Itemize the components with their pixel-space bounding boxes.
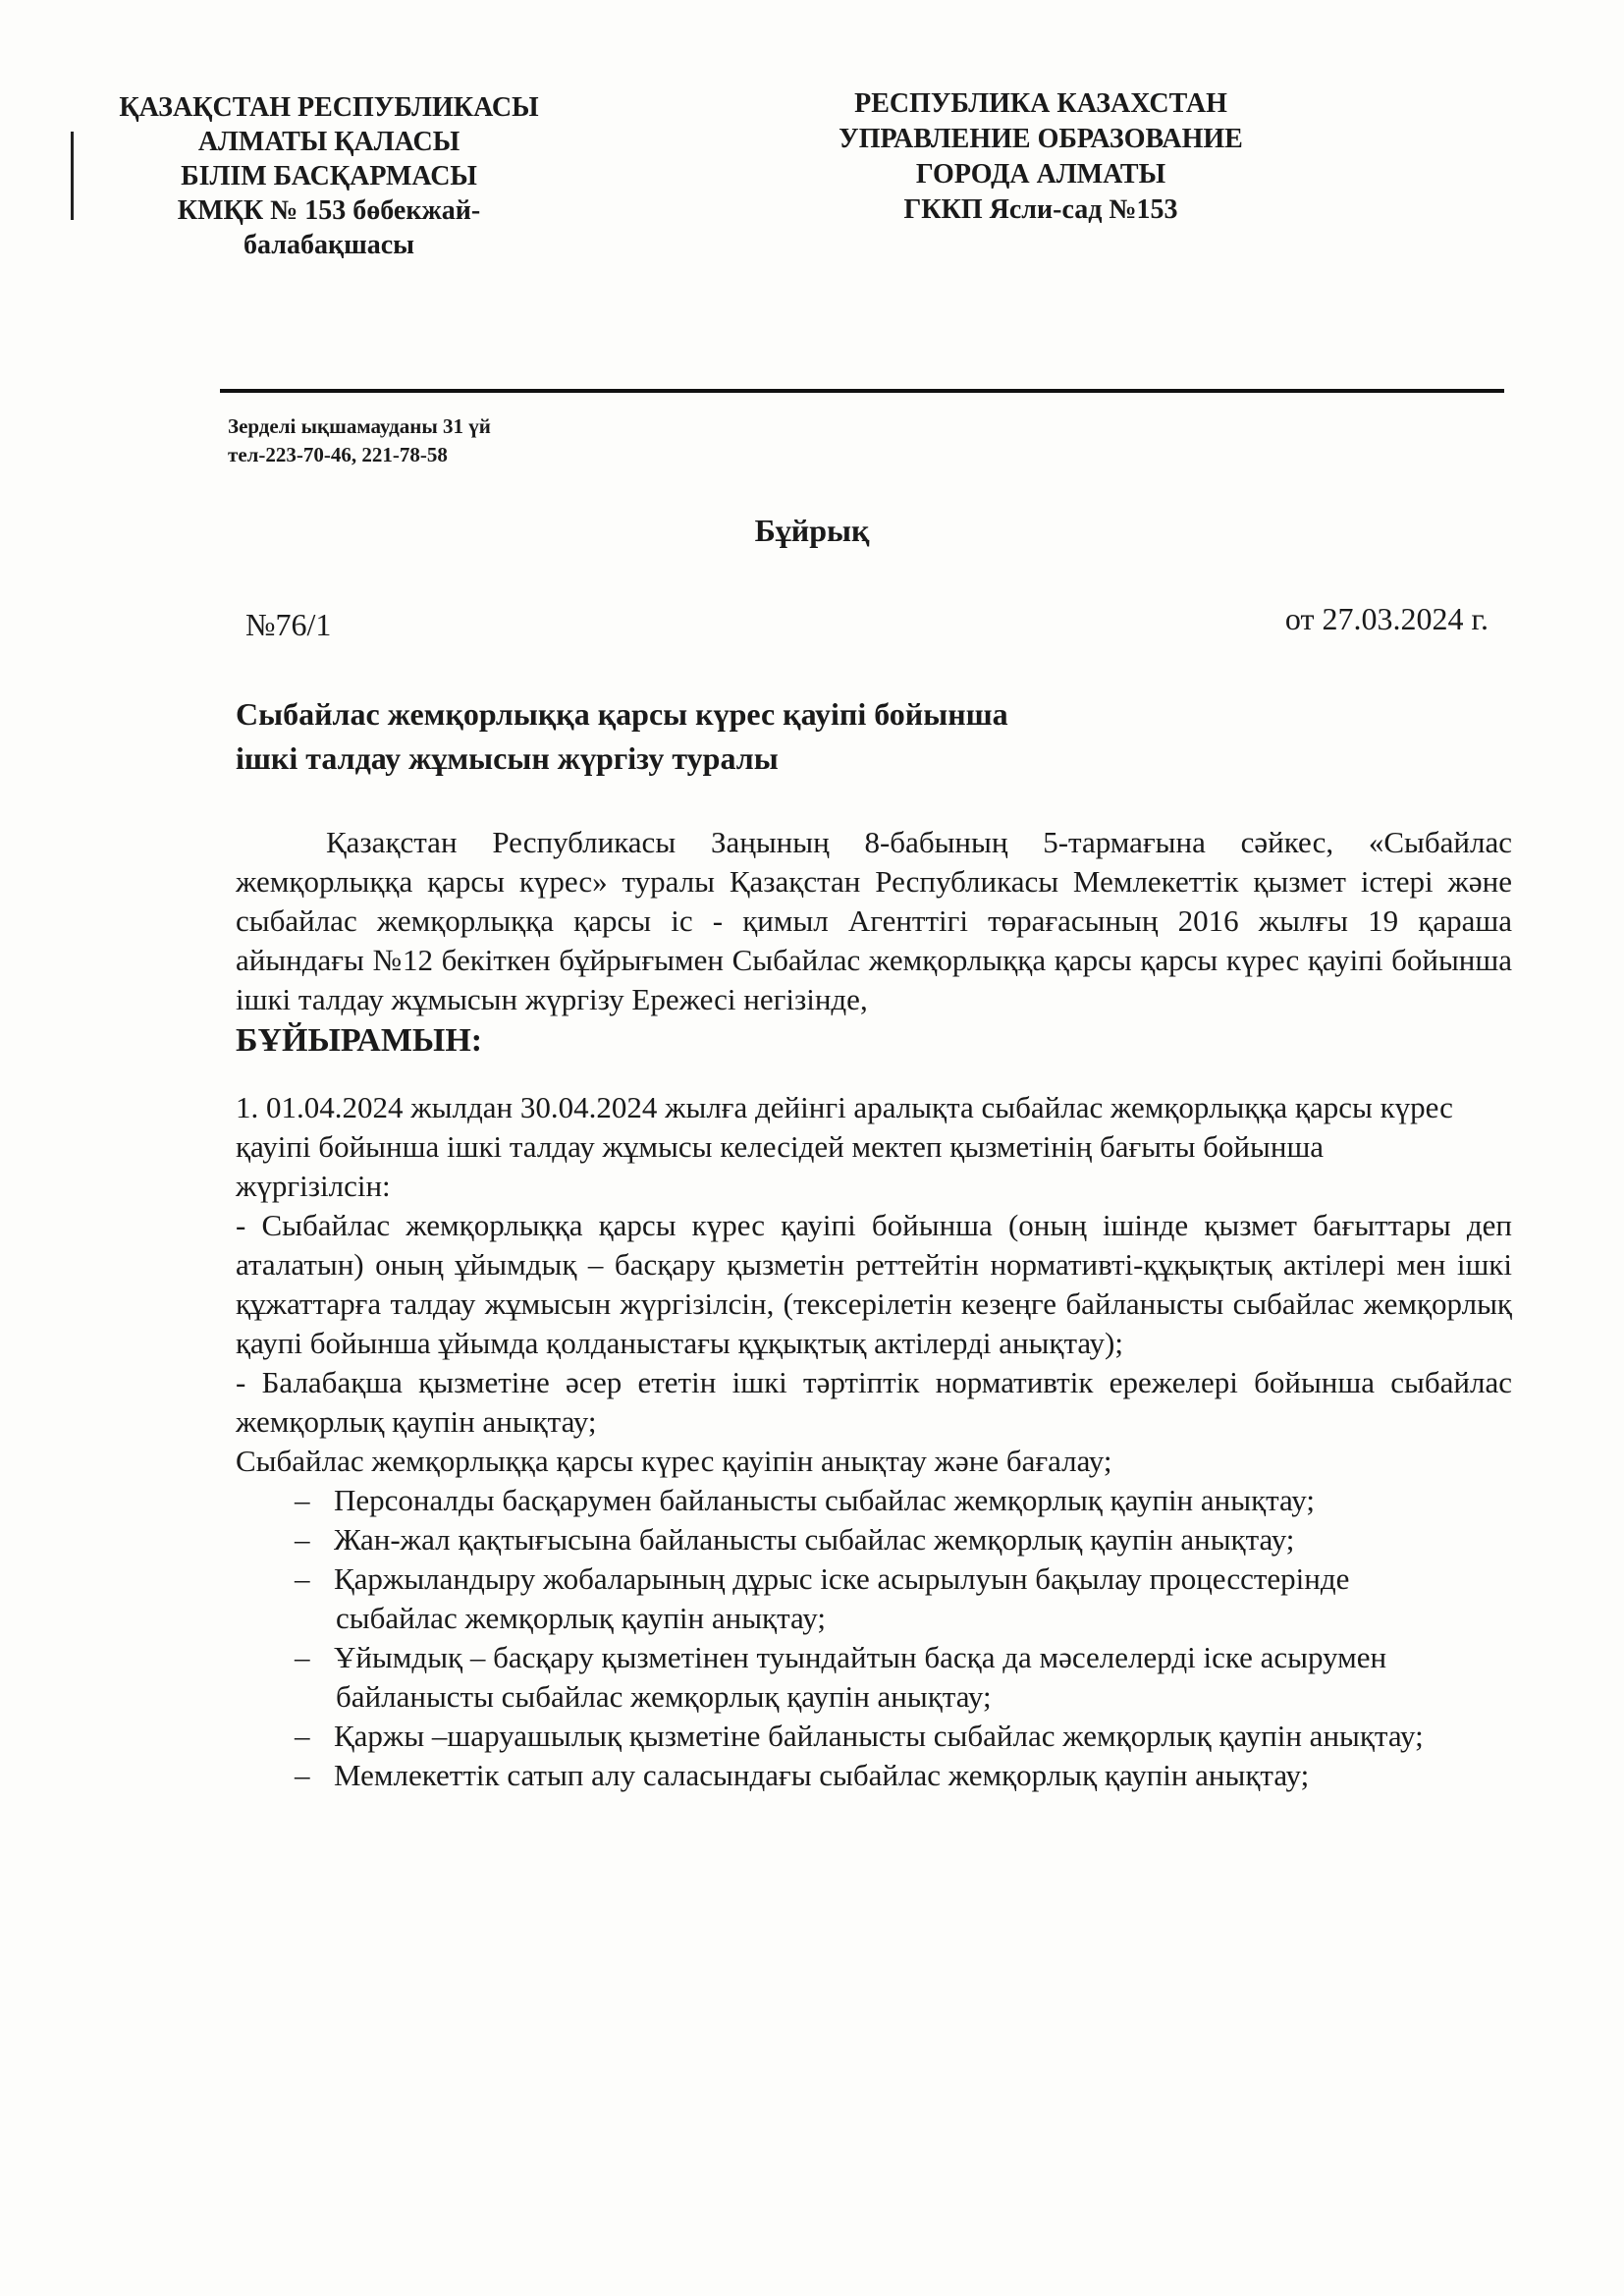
list-item-text: Персоналды басқарумен байланысты сыбайлас жемқорлық қаупін анықтау; bbox=[334, 1483, 1315, 1517]
list-item-text: Мемлекеттік сатып алу саласындағы сыбайлас жемқорлық қаупін анықтау; bbox=[334, 1758, 1310, 1792]
list-item bbox=[236, 1638, 1465, 1717]
sub-item-1: - Сыбайлас жемқорлыққа қарсы күрес қауіпі бойынша (оның ішінде қызмет бағыттары деп аталатын) оның ұйымдық – басқару қызметін реттейтін нормативті-құқықтық актілері мен ішкі құжаттарға талдау жұмысын жүргізілсін, (тексерілетін кезеңге байланысты сыбайлас жемқорлық қаупі бойынша ұйымда қолданыстағы құқықтық актілерді анықтау); bbox=[236, 1208, 1512, 1360]
document-title: Бұйрық bbox=[754, 513, 870, 548]
dash-marker: – bbox=[295, 1758, 310, 1792]
list-item bbox=[236, 1559, 1465, 1638]
item-1: 1. 01.04.2024 жылдан 30.04.2024 жылға дейінгі аралықта сыбайлас жемқорлыққа қарсы күрес қауіпі бойынша ішкі талдау жұмысы келесідей мектеп қызметінің бағыты бойынша жүргізілсін: bbox=[236, 1090, 1453, 1203]
risk-list bbox=[236, 1481, 1512, 1795]
dash-marker: – bbox=[295, 1640, 310, 1674]
dash-marker: – bbox=[295, 1522, 310, 1557]
list-item-text: Ұйымдық – басқару қызметінен туындайтын басқа да мәселелерді іске асырумен байланысты сыбайлас жемқорлық қаупін анықтау; bbox=[334, 1640, 1387, 1714]
order-body bbox=[236, 823, 1512, 1795]
list-item-text: Қаржыландыру жобаларының дұрыс іске асырылуын бақылау процесстерінде сыбайлас жемқорлық қаупін анықтау; bbox=[334, 1561, 1350, 1635]
list-item bbox=[236, 1717, 1465, 1756]
preamble: Қазақстан Республикасы Заңының 8-бабының 5-тармағына сәйкес, «Сыбайлас жемқорлыққа қарсы күрес» туралы Қазақстан Республикасы Мемлекеттік қызмет істері және сыбайлас жемқорлыққа қарсы іс - қимыл Агенттігі төрағасының 2016 жылғы 19 қараша айындағы №12 бекіткен бұйрығымен Сыбайлас жемқорлыққа қарсы қарсы күрес қауіпі бойынша ішкі талдау жұмысын жүргізу Ережесі негізінде, bbox=[236, 825, 1512, 1016]
list-item-text: Қаржы –шаруашылық қызметіне байланысты сыбайлас жемқорлық қаупін анықтау; bbox=[334, 1719, 1424, 1753]
header-right-line: ГОРОДА АЛМАТЫ bbox=[915, 159, 1166, 190]
order-number: №76/1 bbox=[245, 607, 332, 642]
header-right-line: ГККП Ясли-сад №153 bbox=[903, 194, 1178, 225]
sub-item-3: Сыбайлас жемқорлыққа қарсы күрес қауіпін анықтау және бағалау; bbox=[236, 1444, 1112, 1478]
margin-mark bbox=[71, 132, 74, 220]
list-item bbox=[236, 1520, 1465, 1559]
list-item bbox=[236, 1481, 1465, 1520]
sub-item-2: - Балабақша қызметіне әсер ететін ішкі тәртіптік нормативтік ережелері бойынша сыбайлас жемқорлық қаупін анықтау; bbox=[236, 1365, 1512, 1439]
header-left-kazakh bbox=[93, 90, 565, 262]
dash-marker: – bbox=[295, 1561, 310, 1596]
list-item-text: Жан-жал қақтығысына байланысты сыбайлас жемқорлық қаупін анықтау; bbox=[334, 1522, 1295, 1557]
subject-line: Сыбайлас жемқорлыққа қарсы күрес қауіпі бойынша bbox=[236, 696, 1008, 732]
header-right-russian bbox=[776, 86, 1306, 228]
header-left-line: БІЛІМ БАСҚАРМАСЫ bbox=[181, 161, 477, 191]
list-item bbox=[236, 1756, 1465, 1795]
order-subject bbox=[236, 692, 1218, 781]
header-right-line: УПРАВЛЕНИЕ ОБРАЗОВАНИЕ bbox=[839, 124, 1243, 154]
header-right-line: РЕСПУБЛИКА КАЗАХСТАН bbox=[854, 88, 1227, 119]
dash-marker: – bbox=[295, 1483, 310, 1517]
address: Зерделі ықшамауданы 31 үй bbox=[228, 414, 491, 438]
header-left-line: АЛМАТЫ ҚАЛАСЫ bbox=[197, 127, 460, 157]
subject-line: ішкі талдау жұмысын жүргізу туралы bbox=[236, 740, 779, 776]
header-left-line: ҚАЗАҚСТАН РЕСПУБЛИКАСЫ bbox=[119, 92, 539, 123]
header-left-line: КМҚК № 153 бөбекжай- bbox=[177, 195, 481, 226]
order-date: от 27.03.2024 г. bbox=[1284, 601, 1489, 636]
phone: тел-223-70-46, 221-78-58 bbox=[228, 443, 448, 466]
header-left-line: балабақшасы bbox=[243, 230, 414, 260]
address-block bbox=[228, 412, 491, 469]
order-word: БҰЙЫРАМЫН: bbox=[236, 1022, 483, 1059]
dash-marker: – bbox=[295, 1719, 310, 1753]
header-divider bbox=[220, 389, 1504, 393]
